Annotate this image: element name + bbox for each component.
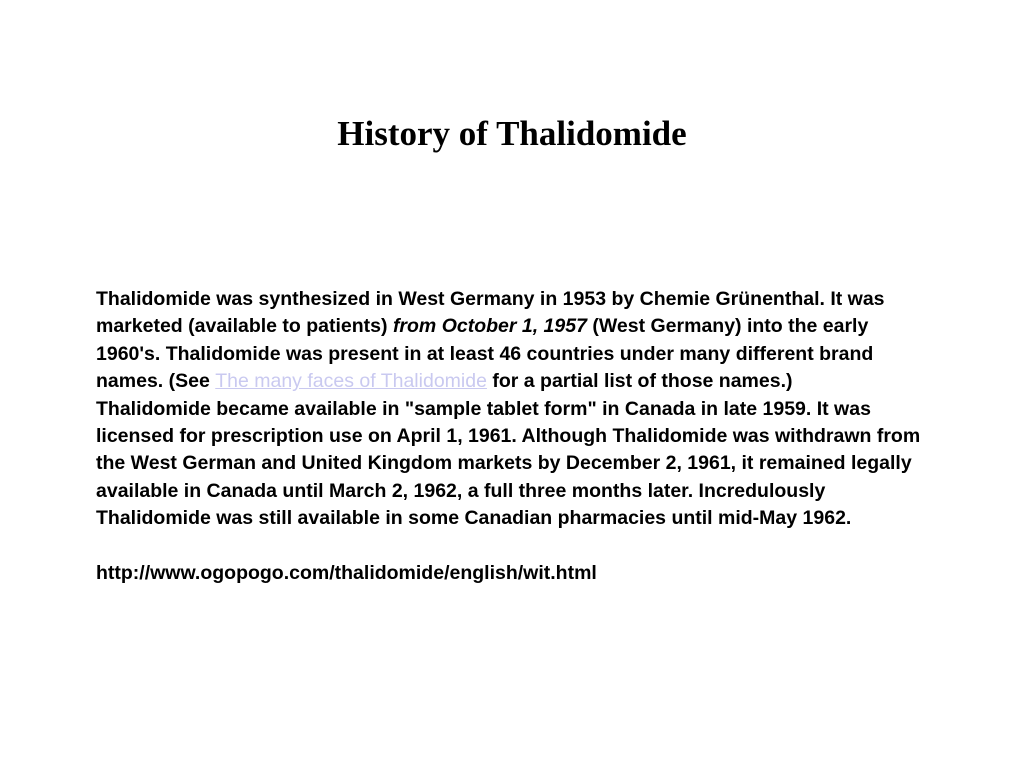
- paragraph-synthesis: [96, 286, 926, 396]
- slide-title: History of Thalidomide: [337, 114, 687, 153]
- marketing-date-emphasis: from October 1, 1957: [392, 315, 587, 338]
- many-faces-link[interactable]: The many faces of Thalidomide: [215, 370, 487, 393]
- slide-body: [96, 286, 926, 587]
- source-url: http://www.ogopogo.com/thalidomide/english/wit.html: [96, 562, 597, 585]
- paragraph-canada: Thalidomide became available in "sample tablet form" in Canada in late 1959. It was licensed for prescription use on April 1, 1961. Although Thalidomide was withdrawn from the West German and United Kingdom markets by December 2, 1961, it remained legally available in Canada until March 2, 1962, a full three months later. Incredulously Thalidomide was still available in some Canadian pharmacies until mid-May 1962.: [96, 397, 921, 530]
- spacer: [96, 533, 926, 560]
- paragraph-synthesis-text-1: Thalidomide was synthesized in West Germany in 1953 by Chemie Grünenthal. It was marketed (available to patients): [96, 288, 885, 338]
- paragraph-synthesis-text-3: for a partial list of those names.): [486, 370, 793, 393]
- paragraph-synthesis-text-2: (West Germany) into the early 1960's. Thalidomide was present in at least 46 countries under many different brand names. (See: [96, 315, 874, 393]
